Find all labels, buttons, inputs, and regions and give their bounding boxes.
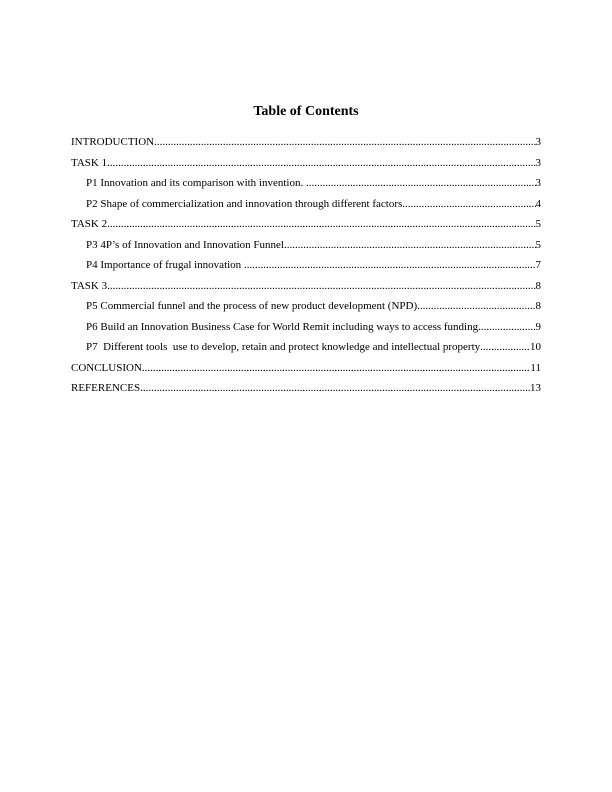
toc-entry-text[interactable]: P4 Importance of frugal innovation [86, 259, 244, 271]
toc-page-number[interactable]: 8 [535, 300, 541, 312]
toc-subentry[interactable] [71, 339, 541, 360]
toc-dot-leader [107, 155, 535, 171]
toc-entry-text[interactable]: P3 4P’s of Innovation and Innovation Funnel [86, 238, 284, 251]
toc-dot-leader [142, 360, 531, 376]
toc-page-number[interactable]: 8 [535, 279, 541, 292]
toc-page-number[interactable]: 10 [530, 341, 541, 353]
toc-entry[interactable] [71, 134, 541, 155]
toc-entry-text[interactable]: TASK 1 [71, 156, 108, 169]
toc-entry-text[interactable]: P5 Commercial funnel and the process of new product development (NPD) [86, 300, 418, 312]
toc-dot-leader [154, 134, 535, 150]
toc-page-number[interactable]: 5 [535, 238, 541, 251]
toc-entry[interactable] [71, 216, 541, 237]
toc-dot-leader [478, 319, 535, 335]
toc-dot-leader [107, 216, 535, 232]
toc-dot-leader [306, 175, 536, 191]
toc-page-number[interactable]: 13 [530, 382, 541, 394]
toc-title: Table of Contents [253, 104, 359, 119]
toc-page-number[interactable]: 3 [535, 177, 541, 189]
toc-entry-text[interactable]: TASK 3 [71, 279, 108, 292]
toc-entry[interactable] [71, 155, 541, 176]
toc-subentry[interactable] [71, 257, 541, 278]
toc-entry-text[interactable]: P1 Innovation and its comparison with invention. [86, 177, 306, 189]
toc-page-number[interactable]: 3 [535, 156, 541, 169]
toc-dot-leader [402, 196, 535, 212]
toc-page-number[interactable]: 7 [535, 259, 541, 271]
toc-entry-text[interactable]: P7 Different tools use to develop, retain and protect knowledge and intellectual property [86, 341, 481, 353]
toc-subentry[interactable] [71, 196, 541, 217]
toc-dot-leader [417, 298, 535, 314]
toc-dot-leader [284, 237, 536, 253]
toc-subentry[interactable] [71, 175, 541, 196]
toc-page-number[interactable]: 4 [535, 197, 541, 210]
toc-subentry[interactable] [71, 237, 541, 258]
toc-entry-text[interactable]: P6 Build an Innovation Business Case for World Remit including ways to access funding [86, 320, 479, 333]
toc-list [71, 134, 541, 401]
toc-dot-leader [480, 339, 530, 355]
toc-subentry[interactable] [71, 319, 541, 340]
toc-page-number[interactable]: 9 [535, 320, 541, 333]
toc-page-number[interactable]: 3 [535, 136, 541, 148]
toc-page-number[interactable]: 11 [530, 361, 541, 374]
toc-dot-leader [140, 380, 530, 396]
toc-entry-text[interactable]: INTRODUCTION [71, 136, 155, 148]
toc-subentry[interactable] [71, 298, 541, 319]
toc-entry[interactable] [71, 380, 541, 401]
toc-entry-text[interactable]: TASK 2 [71, 218, 108, 230]
toc-dot-leader [244, 257, 536, 273]
toc-entry-text[interactable]: CONCLUSION [71, 361, 142, 374]
toc-dot-leader [107, 278, 535, 294]
toc-entry[interactable] [71, 360, 541, 381]
toc-entry-text[interactable]: P2 Shape of commercialization and innovation through different factors [86, 197, 403, 210]
toc-page-number[interactable]: 5 [535, 218, 541, 230]
toc-entry[interactable] [71, 278, 541, 299]
toc-entry-text[interactable]: REFERENCES [71, 382, 141, 394]
